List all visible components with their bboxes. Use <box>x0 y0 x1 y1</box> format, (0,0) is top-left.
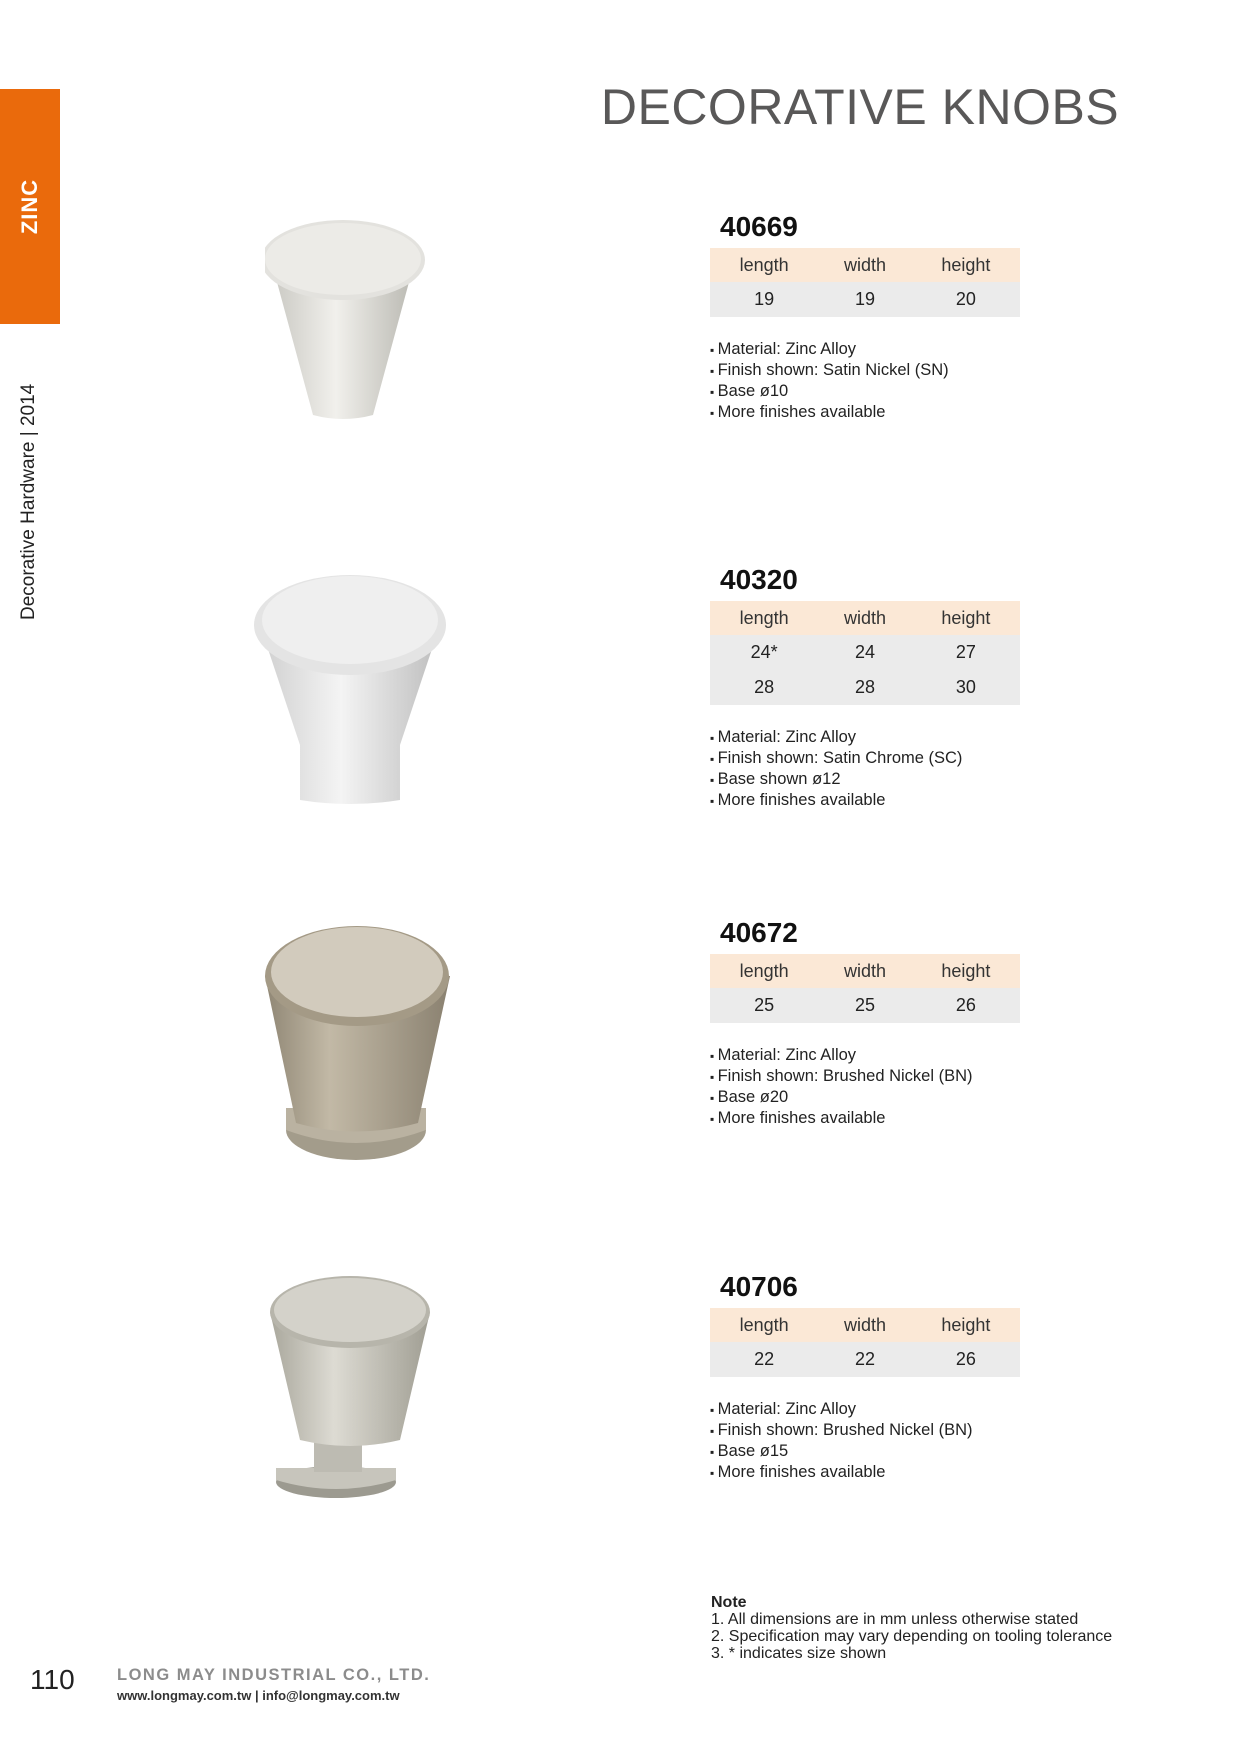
knob-40706-image <box>268 1270 438 1500</box>
list-item: ▪ Material: Zinc Alloy <box>710 339 1030 360</box>
list-item: ▪ Finish shown: Brushed Nickel (BN) <box>710 1066 1030 1087</box>
col-length: length <box>710 601 818 635</box>
product-40706 <box>710 1270 1030 1483</box>
page-title: DECORATIVE KNOBS <box>600 79 1120 135</box>
catalog-caption: Decorative Hardware | 2014 <box>18 383 39 620</box>
length-value: 22 <box>710 1342 818 1377</box>
list-item: ▪ Material: Zinc Alloy <box>710 727 1030 748</box>
company-name: LONG MAY INDUSTRIAL CO., LTD. <box>117 1666 431 1684</box>
height-value: 30 <box>912 670 1020 705</box>
model-number: 40706 <box>720 1271 798 1302</box>
width-value: 19 <box>818 282 911 317</box>
length-value: 25 <box>710 988 818 1023</box>
notes <box>711 1594 1112 1662</box>
spec-bullets <box>710 1399 1030 1483</box>
spec-table <box>710 1308 1020 1377</box>
width-value: 24 <box>818 635 911 670</box>
spec-table <box>710 248 1020 317</box>
list-item: ▪ Base ø10 <box>710 381 1030 402</box>
table-row <box>710 670 1020 705</box>
list-item: ▪ Material: Zinc Alloy <box>710 1399 1030 1420</box>
note-title: Note <box>711 1594 747 1611</box>
col-length: length <box>710 1308 818 1342</box>
col-width: width <box>818 248 911 282</box>
height-value: 26 <box>912 988 1020 1023</box>
product-40669 <box>710 210 1030 423</box>
height-value: 26 <box>912 1342 1020 1377</box>
list-item: ▪ Finish shown: Satin Chrome (SC) <box>710 748 1030 769</box>
col-height: height <box>912 601 1020 635</box>
height-value: 20 <box>912 282 1020 317</box>
col-length: length <box>710 954 818 988</box>
category-tab <box>0 89 60 324</box>
list-item: ▪ Finish shown: Satin Nickel (SN) <box>710 360 1030 381</box>
spec-table <box>710 954 1020 1023</box>
list-item: ▪ More finishes available <box>710 402 1030 423</box>
table-row <box>710 635 1020 670</box>
model-number: 40672 <box>720 917 798 948</box>
page-number: 110 <box>30 1664 75 1695</box>
list-item: ▪ More finishes available <box>710 1108 1030 1129</box>
note-item: 3. * indicates size shown <box>711 1645 887 1662</box>
table-row <box>710 282 1020 317</box>
list-item: ▪ Base ø20 <box>710 1087 1030 1108</box>
height-value: 27 <box>912 635 1020 670</box>
note-item: 2. Specification may vary depending on tooling tolerance <box>711 1628 1113 1645</box>
product-40672 <box>710 916 1030 1129</box>
length-value: 19 <box>710 282 818 317</box>
spec-table <box>710 601 1020 705</box>
list-item: ▪ More finishes available <box>710 790 1030 811</box>
list-item: ▪ Base shown ø12 <box>710 769 1030 790</box>
width-value: 25 <box>818 988 911 1023</box>
col-height: height <box>912 248 1020 282</box>
list-item: ▪ More finishes available <box>710 1462 1030 1483</box>
category-tab-label: ZINC <box>17 178 42 235</box>
table-row <box>710 1342 1020 1377</box>
contact-info: www.longmay.com.tw | info@longmay.com.tw <box>117 1688 400 1703</box>
width-value: 28 <box>818 670 911 705</box>
col-width: width <box>818 601 911 635</box>
note-item: 1. All dimensions are in mm unless otherwise stated <box>711 1611 1079 1628</box>
knob-40669-image <box>265 215 435 425</box>
spec-bullets <box>710 339 1030 423</box>
col-length: length <box>710 248 818 282</box>
table-row <box>710 988 1020 1023</box>
product-40320 <box>710 563 1030 811</box>
spec-bullets <box>710 727 1030 811</box>
model-number: 40669 <box>720 211 798 242</box>
list-item: ▪ Finish shown: Brushed Nickel (BN) <box>710 1420 1030 1441</box>
list-item: ▪ Base ø15 <box>710 1441 1030 1462</box>
col-width: width <box>818 954 911 988</box>
spec-bullets <box>710 1045 1030 1129</box>
length-value: 24* <box>710 635 818 670</box>
model-number: 40320 <box>720 564 798 595</box>
col-height: height <box>912 954 1020 988</box>
length-value: 28 <box>710 670 818 705</box>
knob-40320-image <box>250 565 450 810</box>
col-width: width <box>818 1308 911 1342</box>
width-value: 22 <box>818 1342 911 1377</box>
col-height: height <box>912 1308 1020 1342</box>
knob-40672-image <box>260 918 455 1168</box>
list-item: ▪ Material: Zinc Alloy <box>710 1045 1030 1066</box>
